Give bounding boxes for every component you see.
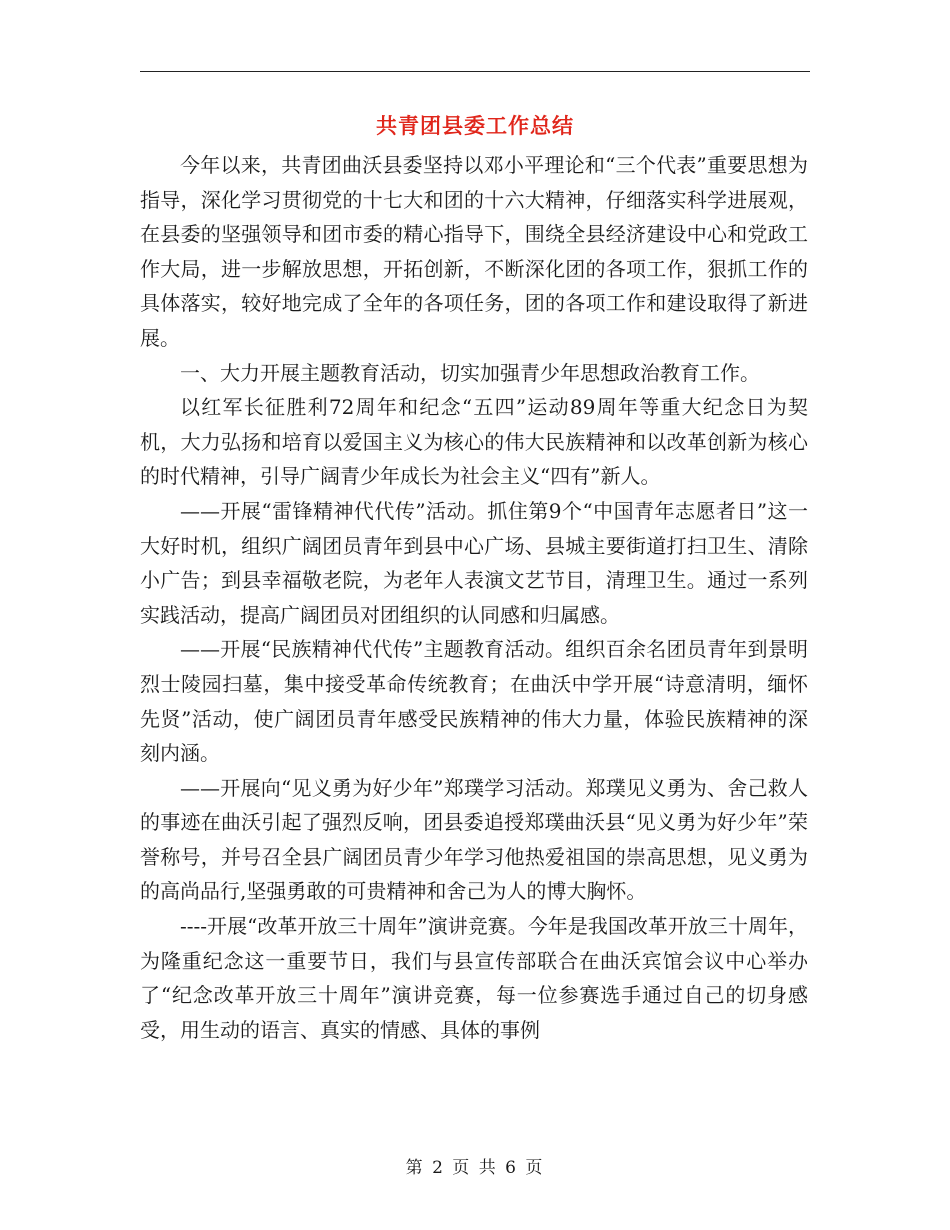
document-title: 共青团县委工作总结 (376, 113, 574, 138)
paragraph-occasion: 以红军长征胜利72周年和纪念“五四”运动89周年等重大纪念日为契机，大力弘扬和培育以爱国主义为核心的伟大民族精神和以改革创新为核心的时代精神，引导广阔青少年成长为社会主义“四有”新人。 (140, 395, 808, 489)
paragraph-national-spirit: ——开展“民族精神代代传”主题教育活动。组织百余名团员青年到景明烈士陵园扫墓，集中接受革命传统教育；在曲沃中学开展“诗意清明，缅怀先贤”活动，使广阔团员青年感受民族精神的伟大力量，体验民族精神的深刻内涵。 (140, 637, 808, 766)
paragraph-section-heading: 一、大力开展主题教育活动，切实加强青少年思想政治教育工作。 (180, 360, 760, 385)
paragraph-intro: 今年以来，共青团曲沃县委坚持以邓小平理论和“三个代表”重要思想为指导，深化学习贯彻党的十七大和团的十六大精神，仔细落实科学进展观，在县委的坚强领导和团市委的精心指导下，围绕全县经济建设中心和党政工作大局，进一步解放思想，开拓创新，不断深化团的各项工作，狠抓工作的具体落实，较好地完成了全年的各项任务，团的各项工作和建设取得了新进展。 (140, 153, 808, 350)
page-footer: 第 2 页 共 6 页 (405, 1158, 545, 1178)
header-rule (140, 71, 810, 72)
document-body (140, 148, 808, 1047)
paragraph-zheng-pu: ——开展向“见义勇为好少年”郑璞学习活动。郑璞见义勇为、舍己救人的事迹在曲沃引起了强烈反响，团县委追授郑璞曲沃县“见义勇为好少年”荣誉称号，并号召全县广阔团员青少年学习他热爱祖国的崇高思想，见义勇为的高尚品行,坚强勇敢的可贵精神和舍己为人的博大胸怀。 (140, 775, 808, 904)
paragraph-reform-speech: ----开展“改革开放三十周年”演讲竞赛。今年是我国改革开放三十周年，为隆重纪念这一重要节日，我们与县宣传部联合在曲沃宾馆会议中心举办了“纪念改革开放三十周年”演讲竞赛，每一位参赛选手通过自己的切身感受，用生动的语言、真实的情感、具体的事例 (140, 914, 808, 1042)
paragraph-lei-feng: ——开展“雷锋精神代代传”活动。抓住第9个“中国青年志愿者日”这一大好时机，组织广阔团员青年到县中心广场、县城主要街道打扫卫生、清除小广告；到县幸福敬老院，为老年人表演文艺节目，清理卫生。通过一系列实践活动，提高广阔团员对团组织的认同感和归属感。 (140, 498, 808, 627)
